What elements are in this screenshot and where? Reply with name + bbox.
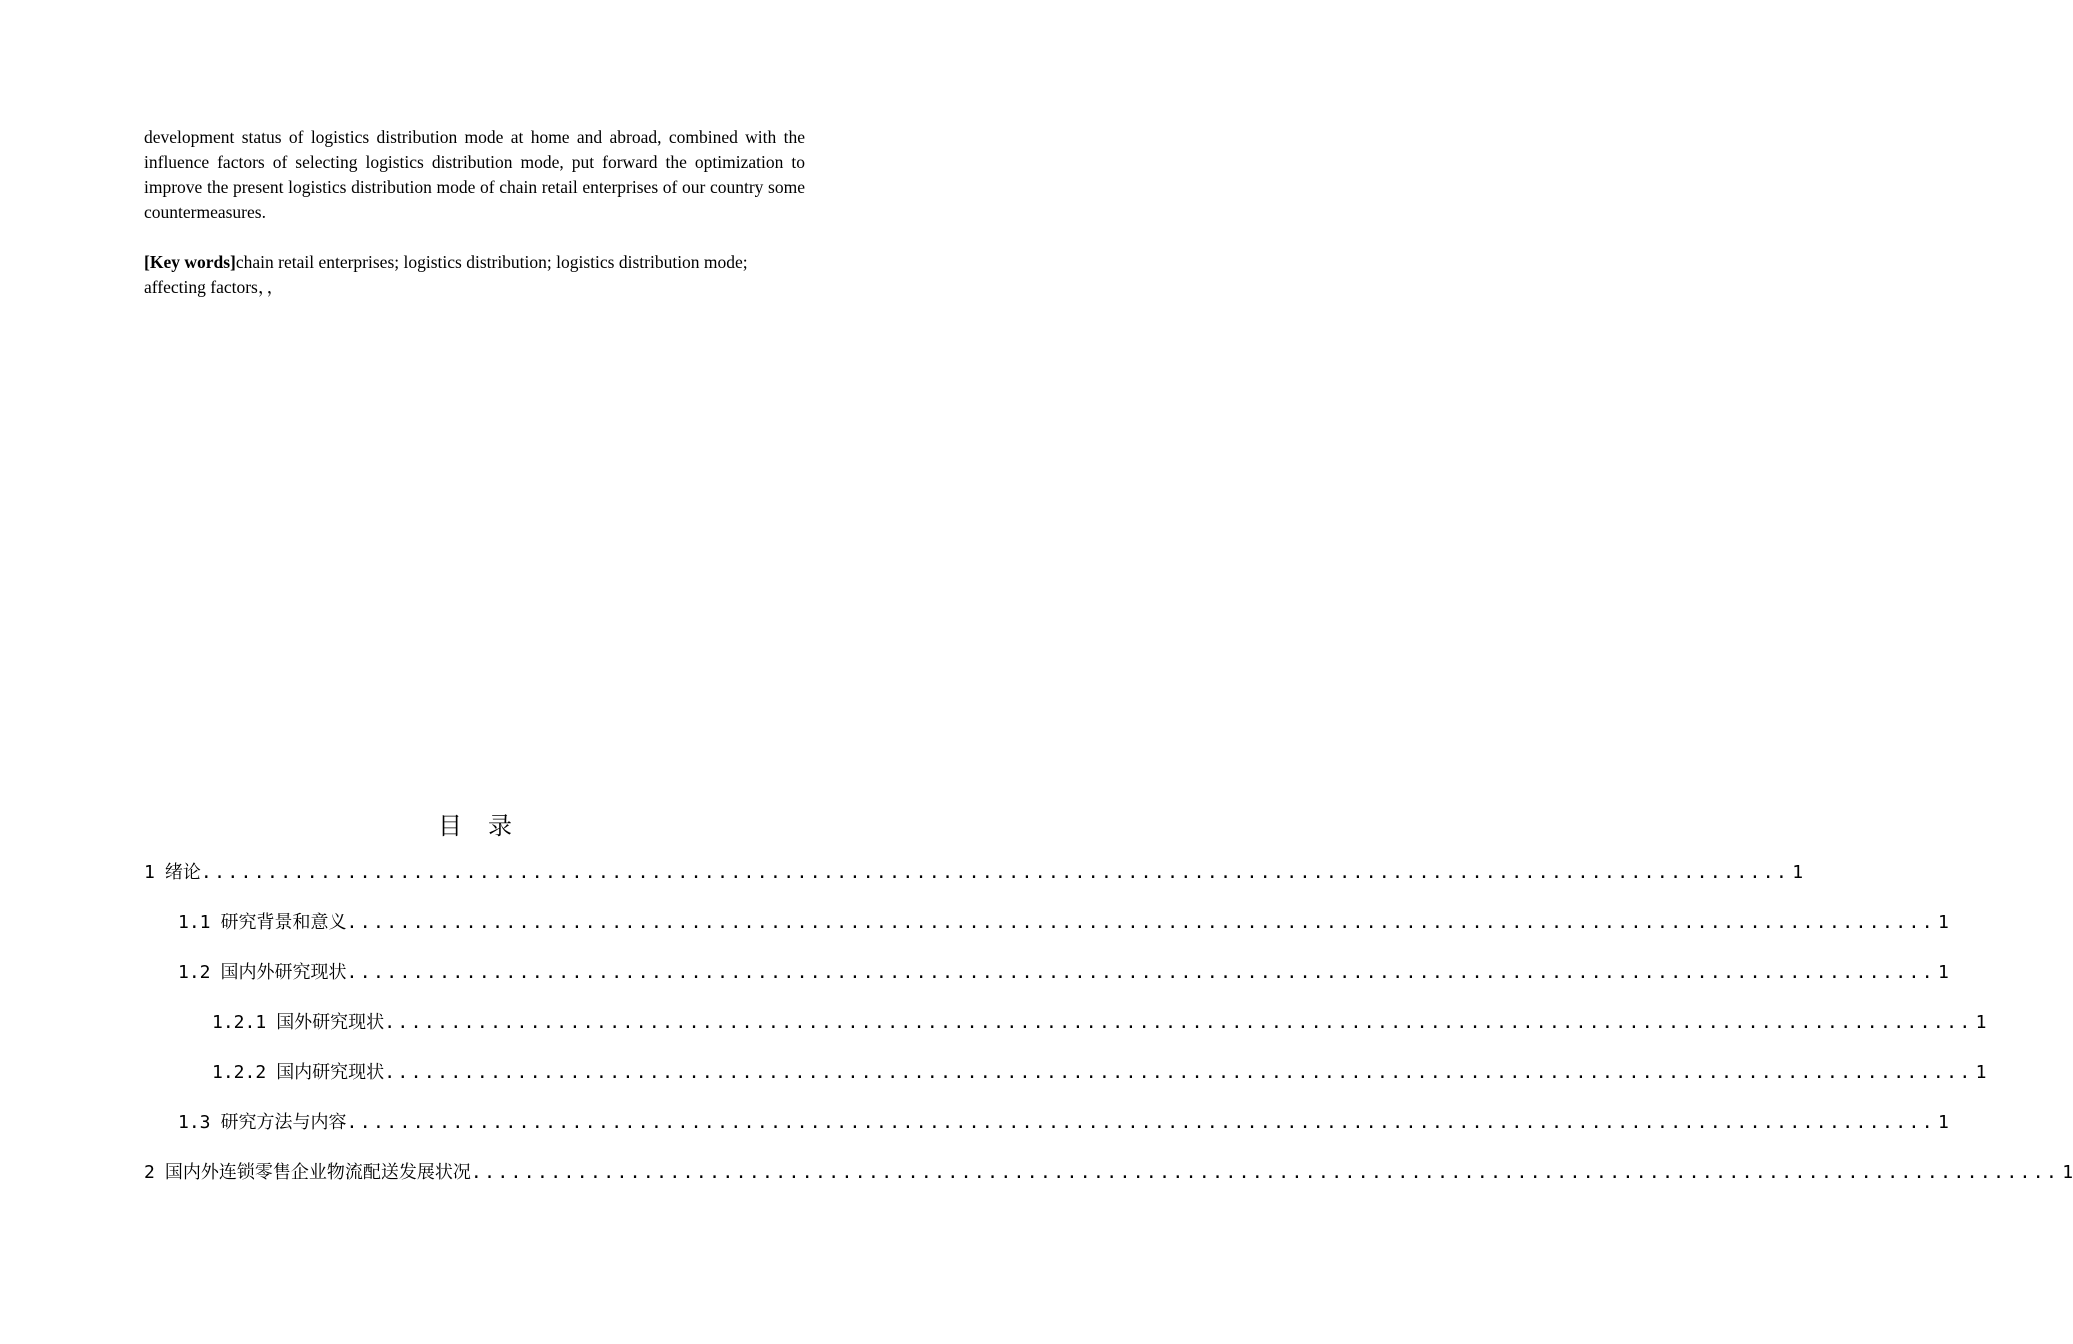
toc-dot-leader: ........................................................................................................................ <box>346 912 1935 933</box>
keywords-line <box>144 250 805 300</box>
abstract-body: development status of logistics distribution mode at home and abroad, combined with the influence factors of selecting logistics distribution mode, put forward the optimization to improve the present logistics distribution mode of chain retail enterprises of our country some countermeasures. <box>144 127 805 222</box>
toc-entry-title: 国内外研究现状 <box>220 962 347 983</box>
keywords-text: chain retail enterprises; logistics distribution; logistics distribution mode; affecting factors，， <box>144 252 748 297</box>
toc-entry-number: 1.2.2 <box>212 1062 267 1083</box>
toc-entry-title: 国外研究现状 <box>276 1012 385 1033</box>
keywords-label: [Key words] <box>144 252 236 272</box>
toc-title-right: 录 <box>488 812 512 840</box>
toc-entry-number: 2 <box>144 1162 155 1183</box>
toc-dot-leader: ........................................................................................................................ <box>200 862 1790 883</box>
toc-entry[interactable] <box>144 858 1804 908</box>
english-abstract <box>144 125 805 300</box>
toc-entry-page: 1 <box>1975 1012 1987 1033</box>
toc-title <box>0 806 950 841</box>
table-of-contents <box>144 858 2073 1208</box>
toc-entry[interactable] <box>144 1058 1987 1108</box>
toc-entry-number: 1.1 <box>178 912 211 933</box>
toc-entry-page: 1 <box>1937 1112 1949 1133</box>
toc-dot-leader: ........................................................................................................................ <box>384 1012 1973 1033</box>
toc-dot-leader: ........................................................................................................................ <box>384 1062 1973 1083</box>
toc-entry-number: 1.2.1 <box>212 1012 267 1033</box>
toc-entry-page: 1 <box>1792 862 1804 883</box>
toc-entry[interactable] <box>144 1108 1949 1158</box>
toc-dot-leader: ........................................................................................................................ <box>346 1112 1935 1133</box>
toc-entry-page: 1 <box>2062 1162 2073 1183</box>
toc-dot-leader: ........................................................................................................................ <box>346 962 1935 983</box>
toc-entry[interactable] <box>144 1158 2073 1208</box>
toc-entry-number: 1.3 <box>178 1112 211 1133</box>
toc-entry-title: 绪论 <box>164 862 201 883</box>
toc-entry-title: 国内外连锁零售企业物流配送发展状况 <box>164 1162 471 1183</box>
toc-entry-title: 研究方法与内容 <box>220 1112 347 1133</box>
toc-entry[interactable] <box>144 1008 1987 1058</box>
toc-entry-title: 国内研究现状 <box>276 1062 385 1083</box>
toc-entry[interactable] <box>144 958 1949 1008</box>
toc-entry[interactable] <box>144 908 1949 958</box>
toc-entry-page: 1 <box>1937 962 1949 983</box>
toc-title-left: 目 <box>438 812 462 840</box>
toc-entry-title: 研究背景和意义 <box>220 912 347 933</box>
toc-dot-leader: ........................................................................................................................ <box>470 1162 2060 1183</box>
toc-entry-number: 1.2 <box>178 962 211 983</box>
toc-entry-page: 1 <box>1937 912 1949 933</box>
toc-entry-number: 1 <box>144 862 155 883</box>
toc-entry-page: 1 <box>1975 1062 1987 1083</box>
